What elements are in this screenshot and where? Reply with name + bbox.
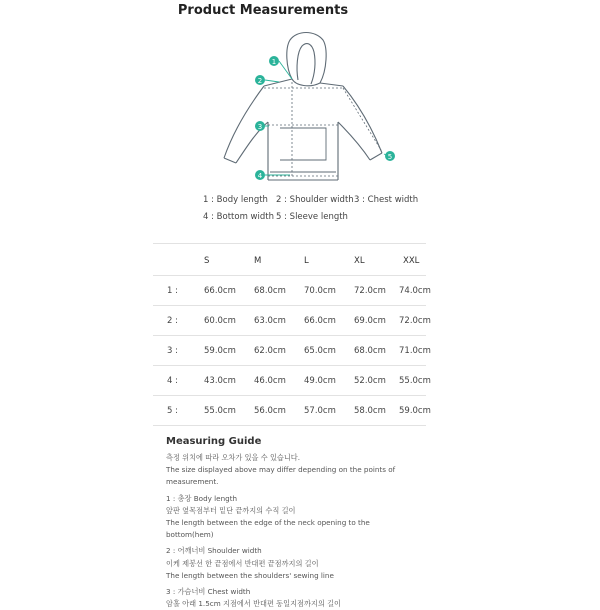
table-cell: 59.0cm <box>204 346 236 356</box>
table-cell: 72.0cm <box>354 286 386 296</box>
table-cell: 58.0cm <box>354 406 386 416</box>
marker-connectors <box>265 61 388 175</box>
table-rule <box>153 425 426 426</box>
table-rule <box>153 335 426 336</box>
table-rule <box>153 395 426 396</box>
table-cell: 57.0cm <box>304 406 336 416</box>
table-cell: 46.0cm <box>254 376 286 386</box>
legend-sleeve-length: 5 : Sleeve length <box>276 212 348 222</box>
legend-body-length: 1 : Body length <box>203 195 268 205</box>
svg-text:4: 4 <box>257 172 263 180</box>
size-header-m: M <box>254 256 262 266</box>
svg-text:5: 5 <box>387 153 393 161</box>
table-row-label: 5 : <box>167 406 178 416</box>
table-cell: 52.0cm <box>354 376 386 386</box>
table-cell: 65.0cm <box>304 346 336 356</box>
marker-5 <box>385 151 395 161</box>
guide-line: The length between the shoulders' sewing line <box>166 570 334 580</box>
table-cell: 55.0cm <box>204 406 236 416</box>
legend-bottom-width: 4 : Bottom width <box>203 212 274 222</box>
table-cell: 63.0cm <box>254 316 286 326</box>
marker-2 <box>255 75 265 85</box>
table-cell: 74.0cm <box>399 286 431 296</box>
table-row-label: 4 : <box>167 376 178 386</box>
measurement-guides <box>264 82 381 178</box>
hoodie-measurement-diagram <box>0 0 600 200</box>
size-header-xxl: XXL <box>403 256 420 266</box>
table-cell: 66.0cm <box>204 286 236 296</box>
table-rule <box>153 243 426 244</box>
table-row-label: 3 : <box>167 346 178 356</box>
table-cell: 59.0cm <box>399 406 431 416</box>
guide-line: 3 : 가슴너비 Chest width <box>166 587 251 597</box>
table-cell: 71.0cm <box>399 346 431 356</box>
table-cell: 56.0cm <box>254 406 286 416</box>
marker-3 <box>255 121 265 131</box>
table-cell: 43.0cm <box>204 376 236 386</box>
table-cell: 62.0cm <box>254 346 286 356</box>
guide-line: bottom(hem) <box>166 530 214 540</box>
guide-line: 측정 위치에 따라 오차가 있을 수 있습니다. <box>166 453 301 462</box>
guide-title: Measuring Guide <box>166 436 262 447</box>
hoodie-outline <box>224 33 382 181</box>
size-header-s: S <box>204 256 210 266</box>
guide-line: 암홀 아래 1.5cm 지점에서 반대편 동일지점까지의 길이 <box>166 599 341 609</box>
table-cell: 60.0cm <box>204 316 236 326</box>
guide-line: 이케 제봉선 한 끝점에서 반대편 끝점까지의 길이 <box>166 558 319 568</box>
guide-line: 2 : 어깨너비 Shoulder width <box>166 546 262 556</box>
svg-text:1: 1 <box>271 58 277 66</box>
table-rule <box>153 365 426 366</box>
table-cell: 49.0cm <box>304 376 336 386</box>
guide-line: measurement. <box>166 477 219 487</box>
measuring-guide <box>166 436 426 610</box>
table-row-label: 1 : <box>167 286 178 296</box>
size-header-l: L <box>304 256 309 266</box>
marker-4 <box>255 170 265 180</box>
page-title: Product Measurements <box>177 3 349 18</box>
size-header-xl: XL <box>354 256 365 266</box>
guide-line: 1 : 총장 Body length <box>166 493 238 503</box>
table-cell: 68.0cm <box>254 286 286 296</box>
legend-chest-width: 3 : Chest width <box>354 195 419 205</box>
guide-line: 앞판 옆목점부터 밑단 끝까지의 수직 길이 <box>166 505 296 515</box>
legend-shoulder-width: 2 : Shoulder width <box>276 195 354 205</box>
table-rule <box>153 275 426 276</box>
table-cell: 66.0cm <box>304 316 336 326</box>
table-cell: 69.0cm <box>354 316 386 326</box>
table-row-label: 2 : <box>167 316 178 326</box>
svg-text:2: 2 <box>257 77 263 85</box>
guide-line: The length between the edge of the neck opening to the <box>166 518 370 528</box>
table-rule <box>153 305 426 306</box>
table-cell: 55.0cm <box>399 376 431 386</box>
table-cell: 72.0cm <box>399 316 431 326</box>
svg-text:3: 3 <box>257 123 263 131</box>
marker-1 <box>269 56 279 66</box>
table-cell: 68.0cm <box>354 346 386 356</box>
table-cell: 70.0cm <box>304 286 336 296</box>
guide-line: The size displayed above may differ depending on the points of <box>166 465 396 475</box>
